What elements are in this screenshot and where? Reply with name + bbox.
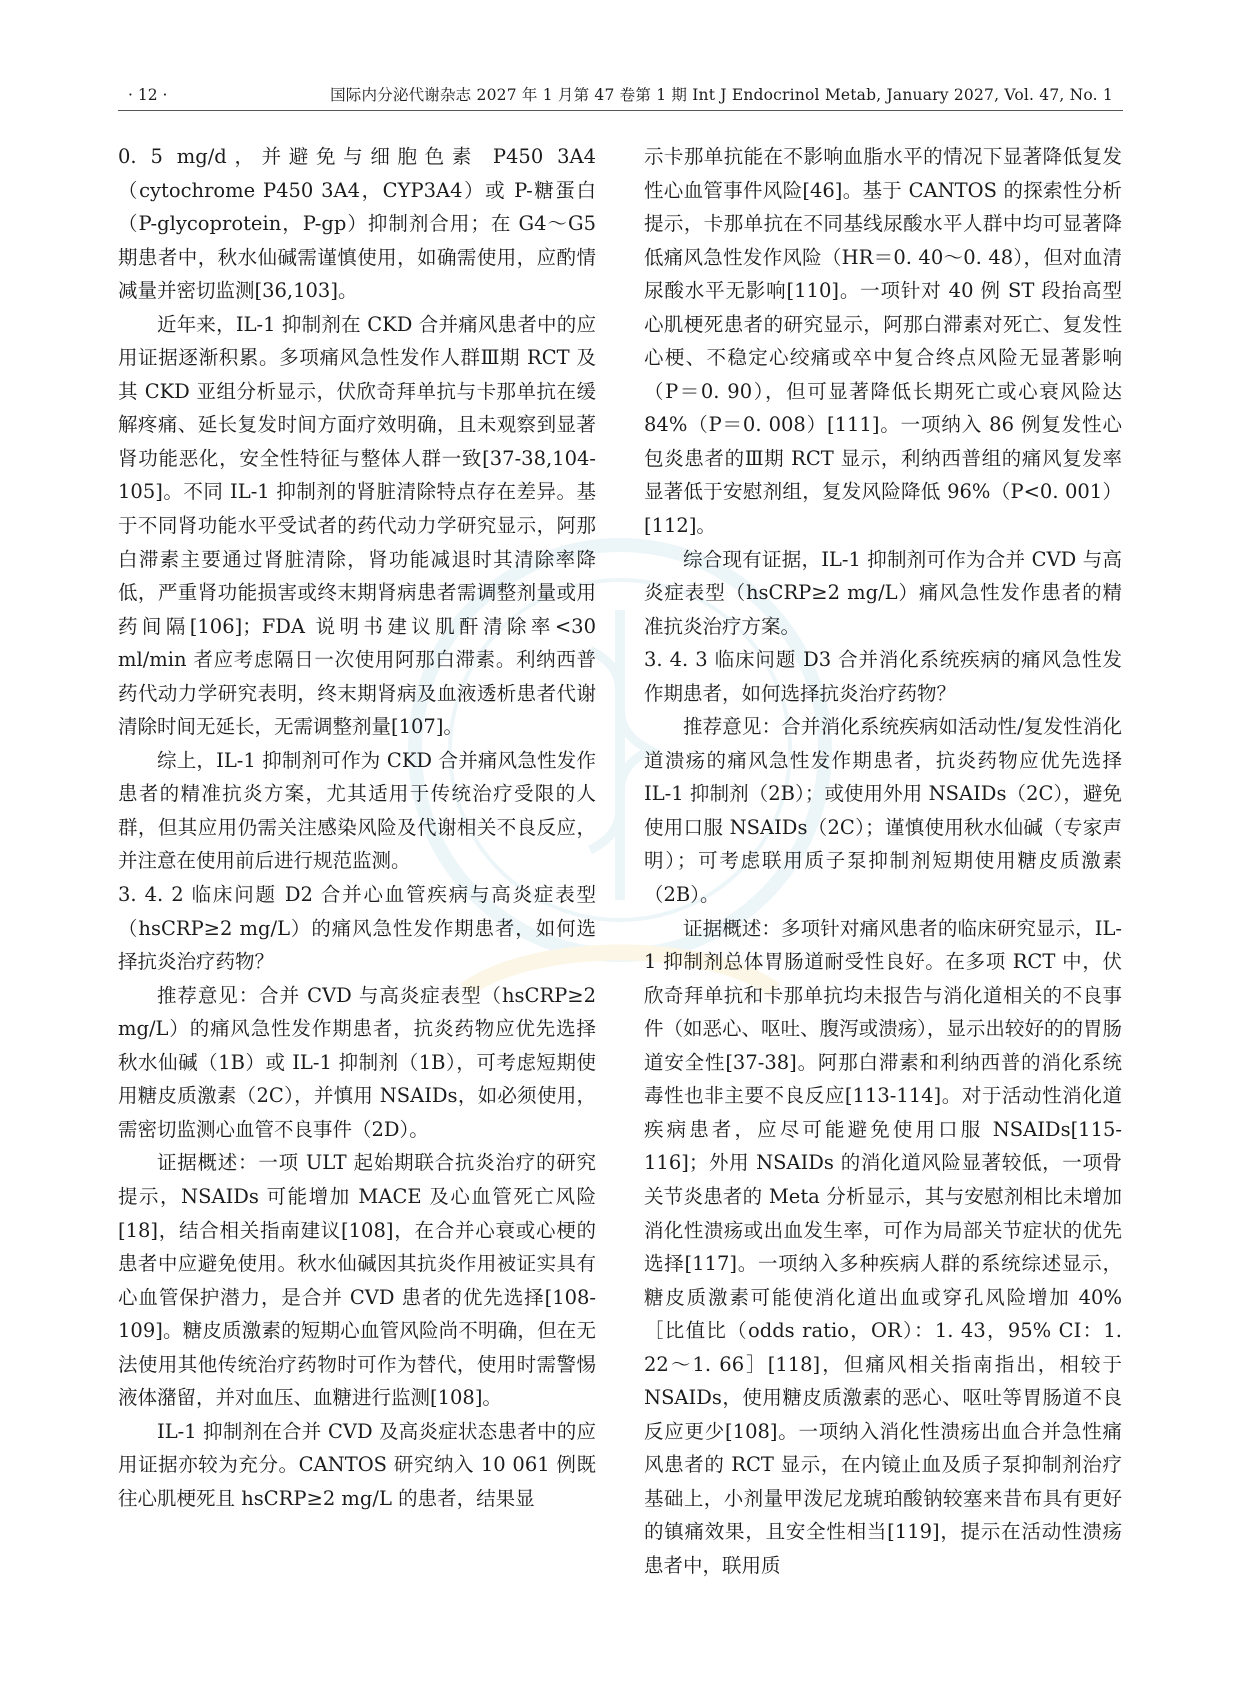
- section-heading: 3. 4. 2 临床问题 D2 合并心血管疾病与高炎症表型（hsCRP≥2 mg/L）的痛风急性发作期患者，如何选择抗炎治疗药物？: [118, 883, 596, 974]
- section-heading: 3. 4. 3 临床问题 D3 合并消化系统疾病的痛风急性发作期患者，如何选择抗炎治疗药物？: [644, 648, 1122, 705]
- paragraph: 示卡那单抗能在不影响血脂水平的情况下显著降低复发性心血管事件风险[46]。基于 CANTOS 的探索性分析提示，卡那单抗在不同基线尿酸水平人群中均可显著降低痛风急性发作风险（HR＝0. 40～0. 48），但对血清尿酸水平无影响[110]。一项针对 40 例 ST 段抬高型心肌梗死患者的研究显示，阿那白滞素对死亡、复发性心梗、不稳定心绞痛或卒中复合终点风险无显著影响（P＝0. 90），但可显著降低长期死亡或心衰风险达 84%（P＝0. 008）[111]。一项纳入 86 例复发性心包炎患者的Ⅲ期 RCT 显示，利纳西普组的痛风复发率显著低于安慰剂组，复发风险降低 96%（P<0. 001）[112]。: [644, 145, 1122, 538]
- paragraph: 综合现有证据，IL-1 抑制剂可作为合并 CVD 与高炎症表型（hsCRP≥2 mg/L）痛风急性发作患者的精准抗炎治疗方案。: [644, 547, 1122, 638]
- paragraph: 推荐意见：合并消化系统疾病如活动性/复发性消化道溃疡的痛风急性发作期患者，抗炎药物应优先选择 IL-1 抑制剂（2B）；或使用外用 NSAIDs（2C），避免使用口服 NSAIDs（2C）；谨慎使用秋水仙碱（专家声明）；可考虑联用质子泵抑制剂短期使用糖皮质激素（2B）。: [644, 715, 1122, 907]
- journal-citation: 国际内分泌代谢杂志 2027 年 1 月第 47 卷第 1 期 Int J Endocrinol Metab, January 2027, Vol. 47, No. 1: [330, 86, 1113, 104]
- running-header: [118, 86, 1123, 111]
- paragraph: IL-1 抑制剂在合并 CVD 及高炎症状态患者中的应用证据亦较为充分。CANTOS 研究纳入 10 061 例既往心肌梗死且 hsCRP≥2 mg/L 的患者，结果显: [118, 1419, 596, 1510]
- paragraph: 推荐意见：合并 CVD 与高炎症表型（hsCRP≥2 mg/L）的痛风急性发作期患者，抗炎药物应优先选择秋水仙碱（1B）或 IL-1 抑制剂（1B），可考虑短期使用糖皮质激素（2C），并慎用 NSAIDs，如必须使用，需密切监测心血管不良事件（2D）。: [118, 983, 596, 1141]
- paragraph: 近年来，IL-1 抑制剂在 CKD 合并痛风患者中的应用证据逐渐积累。多项痛风急性发作人群Ⅲ期 RCT 及其 CKD 亚组分析显示，伏欣奇拜单抗与卡那单抗在缓解疼痛、延长复发时间方面疗效明确，且未观察到显著肾功能恶化，安全性特征与整体人群一致[37-38,104-105]。不同 IL-1 抑制剂的肾脏清除特点存在差异。基于不同肾功能水平受试者的药代动力学研究显示，阿那白滞素主要通过肾脏清除，肾功能减退时其清除率降低，严重肾功能损害或终末期肾病患者需调整剂量或用药间隔[106]；FDA 说明书建议肌酐清除率<30 ml/min 者应考虑隔日一次使用阿那白滞素。利纳西普药代动力学研究表明，终末期肾病及血液透析患者代谢清除时间无延长，无需调整剂量[107]。: [118, 312, 596, 739]
- paragraph: 综上，IL-1 抑制剂可作为 CKD 合并痛风急性发作患者的精准抗炎方案，尤其适用于传统治疗受限的人群，但其应用仍需关注感染风险及代谢相关不良反应，并注意在使用前后进行规范监测。: [118, 748, 596, 873]
- right-column: [644, 140, 1122, 1583]
- paragraph: 0. 5 mg/d，并避免与细胞色素 P450 3A4（cytochrome P450 3A4，CYP3A4）或 P-糖蛋白（P-glycoprotein，P-gp）抑制剂合用；在 G4～G5 期患者中，秋水仙碱需谨慎使用，如确需使用，应酌情减量并密切监测[36,103]。: [118, 145, 596, 303]
- paragraph: 证据概述：多项针对痛风患者的临床研究显示，IL-1 抑制剂总体胃肠道耐受性良好。在多项 RCT 中，伏欣奇拜单抗和卡那单抗均未报告与消化道相关的不良事件（如恶心、呕吐、腹泻或溃疡），显示出较好的的胃肠道安全性[37-38]。阿那白滞素和利纳西普的消化系统毒性也非主要不良反应[113-114]。对于活动性消化道疾病患者，应尽可能避免使用口服 NSAIDs[115-116]；外用 NSAIDs 的消化道风险显著较低，一项骨关节炎患者的 Meta 分析显示，其与安慰剂相比未增加消化性溃疡或出血发生率，可作为局部关节症状的优先选择[117]。一项纳入多种疾病人群的系统综述显示，糖皮质激素可能使消化道出血或穿孔风险增加 40%［比值比（odds ratio，OR）：1. 43，95% CI：1. 22～1. 66］[118]，但痛风相关指南指出，相较于 NSAIDs，使用糖皮质激素的恶心、呕吐等胃肠道不良反应更少[108]。一项纳入消化性溃疡出血合并急性痛风患者的 RCT 显示，在内镜止血及质子泵抑制剂治疗基础上，小剂量甲泼尼龙琥珀酸钠较塞来昔布具有更好的镇痛效果，且安全性相当[119]，提示在活动性溃疡患者中，联用质: [644, 916, 1122, 1577]
- page-number: · 12 ·: [128, 86, 168, 104]
- paragraph: 证据概述：一项 ULT 起始期联合抗炎治疗的研究提示，NSAIDs 可能增加 MACE 及心血管死亡风险[18]，结合相关指南建议[108]，在合并心衰或心梗的患者中应避免使用。秋水仙碱因其抗炎作用被证实具有心血管保护潜力，是合并 CVD 患者的优先选择[108-109]。糖皮质激素的短期心血管风险尚不明确，但在无法使用其他传统治疗药物时可作为替代，使用时需警惕液体潴留，并对血压、血糖进行监测[108]。: [118, 1151, 596, 1410]
- left-column: [118, 140, 596, 1515]
